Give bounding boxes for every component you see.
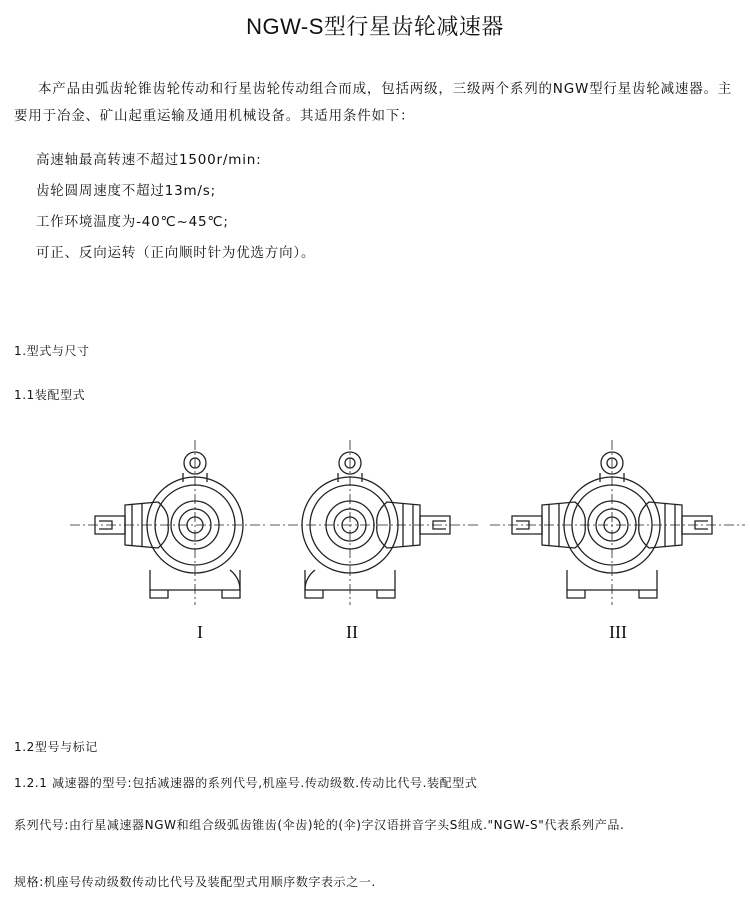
section-heading-1-2: 1.2型号与标记 (14, 740, 98, 754)
section-heading-1: 1.型式与尺寸 (14, 344, 90, 358)
series-code-text: 系列代号:由行星减速器NGW和组合级弧齿锥齿(伞齿)轮的(伞)字汉语拼音字头S组成."NGW-S"代表系列产品. (14, 818, 625, 832)
conditions-list (36, 145, 315, 269)
assembly-drawing-3 (490, 440, 745, 605)
page-title: NGW-S型行星齿轮减速器 (246, 14, 504, 39)
condition-item: 高速轴最高转速不超过1500r/min: (36, 152, 262, 168)
figure-label-3: III (609, 622, 627, 642)
condition-item: 可正、反向运转（正向顺时针为优选方向）。 (36, 245, 316, 261)
assembly-drawings (0, 420, 750, 610)
intro-paragraph (14, 76, 734, 130)
assembly-drawing-2 (270, 440, 480, 605)
assembly-drawing-1 (70, 440, 265, 605)
section-heading-1-2-1: 1.2.1 减速器的型号:包括减速器的系列代号,机座号.传动级数.传动比代号.装配型式 (14, 776, 478, 790)
condition-item: 齿轮圆周速度不超过13m/s; (36, 183, 216, 199)
condition-item: 工作环境温度为-40℃~45℃; (36, 214, 229, 230)
spec-text: 规格:机座号传动级数传动比代号及装配型式用顺序数字表示之一. (14, 875, 376, 889)
figure-label-2: II (346, 622, 358, 642)
figure-label-1: I (197, 622, 203, 642)
intro-text: 本产品由弧齿轮锥齿轮传动和行星齿轮传动组合而成，包括两级，三级两个系列的NGW型行星齿轮减速器。主要用于冶金、矿山起重运输及通用机械设备。其适用条件如下： (14, 81, 733, 124)
section-heading-1-1: 1.1装配型式 (14, 388, 86, 402)
